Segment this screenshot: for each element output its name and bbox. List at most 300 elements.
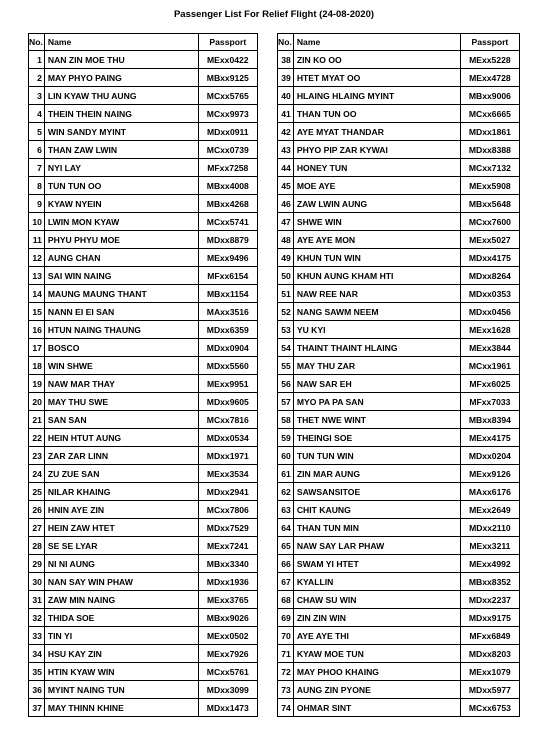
passenger-name: HLAING HLAING MYINT: [293, 87, 460, 105]
passenger-name: SE SE LYAR: [44, 537, 198, 555]
passenger-no: 52: [278, 303, 294, 321]
passenger-name: TIN YI: [44, 627, 198, 645]
table-row: [29, 591, 258, 609]
table-row: [278, 87, 520, 105]
passenger-no: 62: [278, 483, 294, 501]
passenger-name: SHWE WIN: [293, 213, 460, 231]
passenger-name: PHYO PIP ZAR KYWAI: [293, 141, 460, 159]
table-row: [278, 429, 520, 447]
passenger-passport: MDxx6359: [198, 321, 257, 339]
passenger-passport: MFxx6025: [460, 375, 519, 393]
passenger-name: LIN KYAW THU AUNG: [44, 87, 198, 105]
passenger-no: 60: [278, 447, 294, 465]
passenger-passport: MDxx8264: [460, 267, 519, 285]
table-row: [278, 357, 520, 375]
passenger-name: SAI WIN NAING: [44, 267, 198, 285]
table-row: [278, 159, 520, 177]
passenger-no: 41: [278, 105, 294, 123]
passenger-passport: MBxx9006: [460, 87, 519, 105]
passenger-name: CHIT KAUNG: [293, 501, 460, 519]
passenger-no: 8: [29, 177, 45, 195]
passenger-passport: MBxx9125: [198, 69, 257, 87]
passenger-no: 50: [278, 267, 294, 285]
passenger-no: 25: [29, 483, 45, 501]
passenger-passport: MCxx1961: [460, 357, 519, 375]
table-row: [29, 357, 258, 375]
table-row: [29, 627, 258, 645]
passenger-name: SAN SAN: [44, 411, 198, 429]
passenger-no: 67: [278, 573, 294, 591]
passenger-passport: MDxx1936: [198, 573, 257, 591]
passenger-no: 48: [278, 231, 294, 249]
passenger-name: OHMAR SINT: [293, 699, 460, 717]
passenger-no: 27: [29, 519, 45, 537]
passenger-no: 9: [29, 195, 45, 213]
passenger-no: 16: [29, 321, 45, 339]
header-passport: Passport: [460, 34, 519, 51]
passenger-no: 47: [278, 213, 294, 231]
passenger-name: THEINGI SOE: [293, 429, 460, 447]
passenger-name: NAW REE NAR: [293, 285, 460, 303]
passenger-no: 21: [29, 411, 45, 429]
header-name: Name: [293, 34, 460, 51]
passenger-name: MAY THU SWE: [44, 393, 198, 411]
passenger-no: 18: [29, 357, 45, 375]
passenger-no: 69: [278, 609, 294, 627]
passenger-no: 3: [29, 87, 45, 105]
table-row: [278, 537, 520, 555]
table-row: [278, 303, 520, 321]
passenger-no: 5: [29, 123, 45, 141]
passenger-name: KHUN TUN WIN: [293, 249, 460, 267]
passenger-no: 68: [278, 591, 294, 609]
table-row: [29, 645, 258, 663]
passenger-no: 61: [278, 465, 294, 483]
passenger-passport: MExx5228: [460, 51, 519, 69]
table-row: [278, 699, 520, 717]
passenger-passport: MExx0422: [198, 51, 257, 69]
header-name: Name: [44, 34, 198, 51]
table-row: [278, 663, 520, 681]
passenger-name: THAINT THAINT HLAING: [293, 339, 460, 357]
passenger-passport: MAxx6176: [460, 483, 519, 501]
passenger-no: 4: [29, 105, 45, 123]
passenger-passport: MExx3211: [460, 537, 519, 555]
passenger-passport: MExx0502: [198, 627, 257, 645]
passenger-table-right: [277, 33, 520, 717]
passenger-name: HTIN KYAW WIN: [44, 663, 198, 681]
passenger-name: AYE AYE MON: [293, 231, 460, 249]
passenger-name: NANG SAWM NEEM: [293, 303, 460, 321]
passenger-name: SAWSANSITOE: [293, 483, 460, 501]
passenger-passport: MDxx5977: [460, 681, 519, 699]
table-row: [29, 483, 258, 501]
passenger-name: NI NI AUNG: [44, 555, 198, 573]
table-row: [278, 267, 520, 285]
table-row: [278, 195, 520, 213]
table-row: [278, 69, 520, 87]
passenger-passport: MExx1079: [460, 663, 519, 681]
passenger-passport: MDxx1861: [460, 123, 519, 141]
passenger-passport: MDxx4175: [460, 249, 519, 267]
passenger-name: PHYU PHYU MOE: [44, 231, 198, 249]
table-row: [278, 123, 520, 141]
table-row: [29, 573, 258, 591]
passenger-no: 14: [29, 285, 45, 303]
table-row: [29, 699, 258, 717]
passenger-passport: MDxx8388: [460, 141, 519, 159]
table-row: [278, 375, 520, 393]
table-row: [29, 411, 258, 429]
passenger-no: 32: [29, 609, 45, 627]
table-row: [278, 447, 520, 465]
passenger-no: 71: [278, 645, 294, 663]
passenger-passport: MDxx2110: [460, 519, 519, 537]
passenger-no: 54: [278, 339, 294, 357]
passenger-passport: MFxx7033: [460, 393, 519, 411]
passenger-name: ZAW LWIN AUNG: [293, 195, 460, 213]
table-row: [278, 483, 520, 501]
table-row: [278, 177, 520, 195]
passenger-name: THIDA SOE: [44, 609, 198, 627]
passenger-passport: MExx5908: [460, 177, 519, 195]
table-row: [278, 339, 520, 357]
passenger-passport: MExx7241: [198, 537, 257, 555]
passenger-name: NAW SAR EH: [293, 375, 460, 393]
passenger-passport: MExx7926: [198, 645, 257, 663]
passenger-name: THAN ZAW LWIN: [44, 141, 198, 159]
passenger-passport: MCxx5761: [198, 663, 257, 681]
table-row: [29, 159, 258, 177]
passenger-no: 29: [29, 555, 45, 573]
table-row: [278, 627, 520, 645]
passenger-name: THAN TUN MIN: [293, 519, 460, 537]
passenger-passport: MExx4175: [460, 429, 519, 447]
passenger-no: 11: [29, 231, 45, 249]
passenger-no: 24: [29, 465, 45, 483]
passenger-passport: MExx1628: [460, 321, 519, 339]
table-row: [278, 501, 520, 519]
passenger-passport: MExx3534: [198, 465, 257, 483]
table-header-row: [278, 34, 520, 51]
table-row: [278, 591, 520, 609]
table-row: [29, 447, 258, 465]
table-row: [29, 69, 258, 87]
passenger-passport: MDxx0911: [198, 123, 257, 141]
table-row: [29, 501, 258, 519]
passenger-name: ZAW MIN NAING: [44, 591, 198, 609]
passenger-name: MAY THINN KHINE: [44, 699, 198, 717]
table-row: [29, 177, 258, 195]
passenger-passport: MBxx1154: [198, 285, 257, 303]
passenger-passport: MDxx5560: [198, 357, 257, 375]
passenger-passport: MCxx7806: [198, 501, 257, 519]
passenger-no: 34: [29, 645, 45, 663]
passenger-passport: MDxx0204: [460, 447, 519, 465]
passenger-name: MAY THU ZAR: [293, 357, 460, 375]
passenger-passport: MDxx3099: [198, 681, 257, 699]
table-row: [29, 249, 258, 267]
passenger-passport: MExx3844: [460, 339, 519, 357]
table-row: [29, 465, 258, 483]
passenger-no: 10: [29, 213, 45, 231]
passenger-name: KYAW MOE TUN: [293, 645, 460, 663]
passenger-passport: MExx5027: [460, 231, 519, 249]
passenger-no: 36: [29, 681, 45, 699]
passenger-no: 74: [278, 699, 294, 717]
passenger-name: THAN TUN OO: [293, 105, 460, 123]
page-title: Passenger List For Relief Flight (24-08-2020): [173, 9, 375, 20]
passenger-no: 65: [278, 537, 294, 555]
passenger-name: ZIN KO OO: [293, 51, 460, 69]
passenger-name: WIN SHWE: [44, 357, 198, 375]
passenger-no: 70: [278, 627, 294, 645]
passenger-name: ZIN MAR AUNG: [293, 465, 460, 483]
passenger-name: TUN TUN OO: [44, 177, 198, 195]
passenger-no: 22: [29, 429, 45, 447]
passenger-name: ZIN ZIN WIN: [293, 609, 460, 627]
passenger-no: 49: [278, 249, 294, 267]
passenger-passport: MDxx2941: [198, 483, 257, 501]
table-row: [29, 123, 258, 141]
passenger-no: 31: [29, 591, 45, 609]
table-row: [29, 51, 258, 69]
table-row: [278, 321, 520, 339]
table-row: [278, 141, 520, 159]
passenger-name: THEIN THEIN NAING: [44, 105, 198, 123]
passenger-passport: MBxx4008: [198, 177, 257, 195]
passenger-name: MOE AYE: [293, 177, 460, 195]
passenger-no: 20: [29, 393, 45, 411]
table-row: [29, 519, 258, 537]
passenger-passport: MBxx8352: [460, 573, 519, 591]
passenger-passport: MBxx5648: [460, 195, 519, 213]
passenger-name: HEIN ZAW HTET: [44, 519, 198, 537]
table-row: [278, 249, 520, 267]
passenger-passport: MExx4992: [460, 555, 519, 573]
passenger-passport: MCxx6665: [460, 105, 519, 123]
passenger-no: 73: [278, 681, 294, 699]
passenger-no: 6: [29, 141, 45, 159]
passenger-name: HONEY TUN: [293, 159, 460, 177]
passenger-name: NAW MAR THAY: [44, 375, 198, 393]
passenger-no: 1: [29, 51, 45, 69]
passenger-passport: MDxx0534: [198, 429, 257, 447]
passenger-name: LWIN MON KYAW: [44, 213, 198, 231]
passenger-name: HTUN NAING THAUNG: [44, 321, 198, 339]
passenger-no: 40: [278, 87, 294, 105]
passenger-no: 7: [29, 159, 45, 177]
passenger-passport: MDxx7529: [198, 519, 257, 537]
passenger-name: AUNG CHAN: [44, 249, 198, 267]
table-row: [29, 609, 258, 627]
table-row: [29, 339, 258, 357]
passenger-passport: MDxx0904: [198, 339, 257, 357]
table-row: [278, 519, 520, 537]
passenger-no: 19: [29, 375, 45, 393]
passenger-no: 56: [278, 375, 294, 393]
passenger-no: 30: [29, 573, 45, 591]
passenger-name: TUN TUN WIN: [293, 447, 460, 465]
table-row: [29, 213, 258, 231]
passenger-name: NANN EI EI SAN: [44, 303, 198, 321]
passenger-no: 59: [278, 429, 294, 447]
table-row: [278, 465, 520, 483]
passenger-name: AYE MYAT THANDAR: [293, 123, 460, 141]
table-row: [29, 321, 258, 339]
passenger-no: 35: [29, 663, 45, 681]
passenger-passport: MCxx0739: [198, 141, 257, 159]
table-header-row: [29, 34, 258, 51]
passenger-passport: MCxx5741: [198, 213, 257, 231]
passenger-name: WIN SANDY MYINT: [44, 123, 198, 141]
passenger-passport: MDxx1971: [198, 447, 257, 465]
table-row: [29, 267, 258, 285]
passenger-no: 13: [29, 267, 45, 285]
passenger-no: 51: [278, 285, 294, 303]
passenger-table-left: [28, 33, 258, 717]
passenger-no: 26: [29, 501, 45, 519]
passenger-passport: MBxx4268: [198, 195, 257, 213]
passenger-passport: MFxx7258: [198, 159, 257, 177]
table-row: [29, 375, 258, 393]
passenger-no: 63: [278, 501, 294, 519]
passenger-no: 42: [278, 123, 294, 141]
table-row: [29, 141, 258, 159]
passenger-no: 57: [278, 393, 294, 411]
header-no: No.: [278, 34, 294, 51]
passenger-passport: MExx9496: [198, 249, 257, 267]
passenger-name: HEIN HTUT AUNG: [44, 429, 198, 447]
table-row: [278, 645, 520, 663]
passenger-passport: MCxx5765: [198, 87, 257, 105]
passenger-passport: MDxx2237: [460, 591, 519, 609]
passenger-passport: MBxx3340: [198, 555, 257, 573]
header-no: No.: [29, 34, 45, 51]
passenger-name: NAN SAY WIN PHAW: [44, 573, 198, 591]
passenger-name: HTET MYAT OO: [293, 69, 460, 87]
passenger-passport: MDxx0456: [460, 303, 519, 321]
passenger-passport: MDxx0353: [460, 285, 519, 303]
passenger-name: MAUNG MAUNG THANT: [44, 285, 198, 303]
passenger-no: 53: [278, 321, 294, 339]
passenger-no: 38: [278, 51, 294, 69]
table-row: [29, 663, 258, 681]
passenger-passport: MCxx9973: [198, 105, 257, 123]
table-row: [278, 213, 520, 231]
passenger-name: YU KYI: [293, 321, 460, 339]
passenger-no: 39: [278, 69, 294, 87]
passenger-passport: MCxx6753: [460, 699, 519, 717]
table-row: [278, 285, 520, 303]
passenger-passport: MExx9126: [460, 465, 519, 483]
table-row: [278, 411, 520, 429]
passenger-no: 28: [29, 537, 45, 555]
passenger-no: 37: [29, 699, 45, 717]
passenger-no: 33: [29, 627, 45, 645]
table-row: [29, 429, 258, 447]
table-row: [29, 555, 258, 573]
table-row: [278, 573, 520, 591]
passenger-no: 72: [278, 663, 294, 681]
passenger-no: 12: [29, 249, 45, 267]
passenger-name: HNIN AYE ZIN: [44, 501, 198, 519]
table-row: [278, 681, 520, 699]
passenger-no: 15: [29, 303, 45, 321]
passenger-passport: MCxx7600: [460, 213, 519, 231]
passenger-passport: MExx2649: [460, 501, 519, 519]
passenger-passport: MBxx8394: [460, 411, 519, 429]
table-row: [278, 393, 520, 411]
passenger-name: MYO PA PA SAN: [293, 393, 460, 411]
passenger-no: 58: [278, 411, 294, 429]
passenger-passport: MDxx9175: [460, 609, 519, 627]
passenger-no: 64: [278, 519, 294, 537]
passenger-passport: MFxx6154: [198, 267, 257, 285]
passenger-no: 17: [29, 339, 45, 357]
table-row: [29, 303, 258, 321]
table-row: [29, 537, 258, 555]
table-row: [278, 51, 520, 69]
passenger-name: NYI LAY: [44, 159, 198, 177]
passenger-passport: MCxx7132: [460, 159, 519, 177]
passenger-name: ZAR ZAR LINN: [44, 447, 198, 465]
table-row: [278, 231, 520, 249]
passenger-name: CHAW SU WIN: [293, 591, 460, 609]
passenger-passport: MExx3765: [198, 591, 257, 609]
passenger-name: KYAW NYEIN: [44, 195, 198, 213]
passenger-passport: MDxx1473: [198, 699, 257, 717]
passenger-no: 66: [278, 555, 294, 573]
passenger-name: NAN ZIN MOE THU: [44, 51, 198, 69]
passenger-no: 46: [278, 195, 294, 213]
passenger-passport: MExx9951: [198, 375, 257, 393]
passenger-passport: MBxx9026: [198, 609, 257, 627]
table-row: [29, 393, 258, 411]
table-row: [29, 105, 258, 123]
passenger-passport: MDxx8203: [460, 645, 519, 663]
passenger-name: MAY PHOO KHAING: [293, 663, 460, 681]
passenger-name: NILAR KHAING: [44, 483, 198, 501]
passenger-passport: MAxx3516: [198, 303, 257, 321]
passenger-name: THET NWE WINT: [293, 411, 460, 429]
table-row: [278, 609, 520, 627]
passenger-no: 23: [29, 447, 45, 465]
table-row: [29, 285, 258, 303]
passenger-name: HSU KAY ZIN: [44, 645, 198, 663]
passenger-no: 44: [278, 159, 294, 177]
table-row: [29, 231, 258, 249]
passenger-name: MYINT NAING TUN: [44, 681, 198, 699]
passenger-name: MAY PHYO PAING: [44, 69, 198, 87]
passenger-passport: MCxx7816: [198, 411, 257, 429]
table-row: [278, 105, 520, 123]
passenger-name: BOSCO: [44, 339, 198, 357]
passenger-name: ZU ZUE SAN: [44, 465, 198, 483]
passenger-passport: MDxx8879: [198, 231, 257, 249]
passenger-name: AUNG ZIN PYONE: [293, 681, 460, 699]
passenger-name: AYE AYE THI: [293, 627, 460, 645]
passenger-passport: MExx4728: [460, 69, 519, 87]
passenger-no: 55: [278, 357, 294, 375]
passenger-name: SWAM YI HTET: [293, 555, 460, 573]
passenger-passport: MDxx9605: [198, 393, 257, 411]
passenger-passport: MFxx6849: [460, 627, 519, 645]
passenger-name: KHUN AUNG KHAM HTI: [293, 267, 460, 285]
table-row: [29, 87, 258, 105]
passenger-name: NAW SAY LAR PHAW: [293, 537, 460, 555]
passenger-no: 45: [278, 177, 294, 195]
